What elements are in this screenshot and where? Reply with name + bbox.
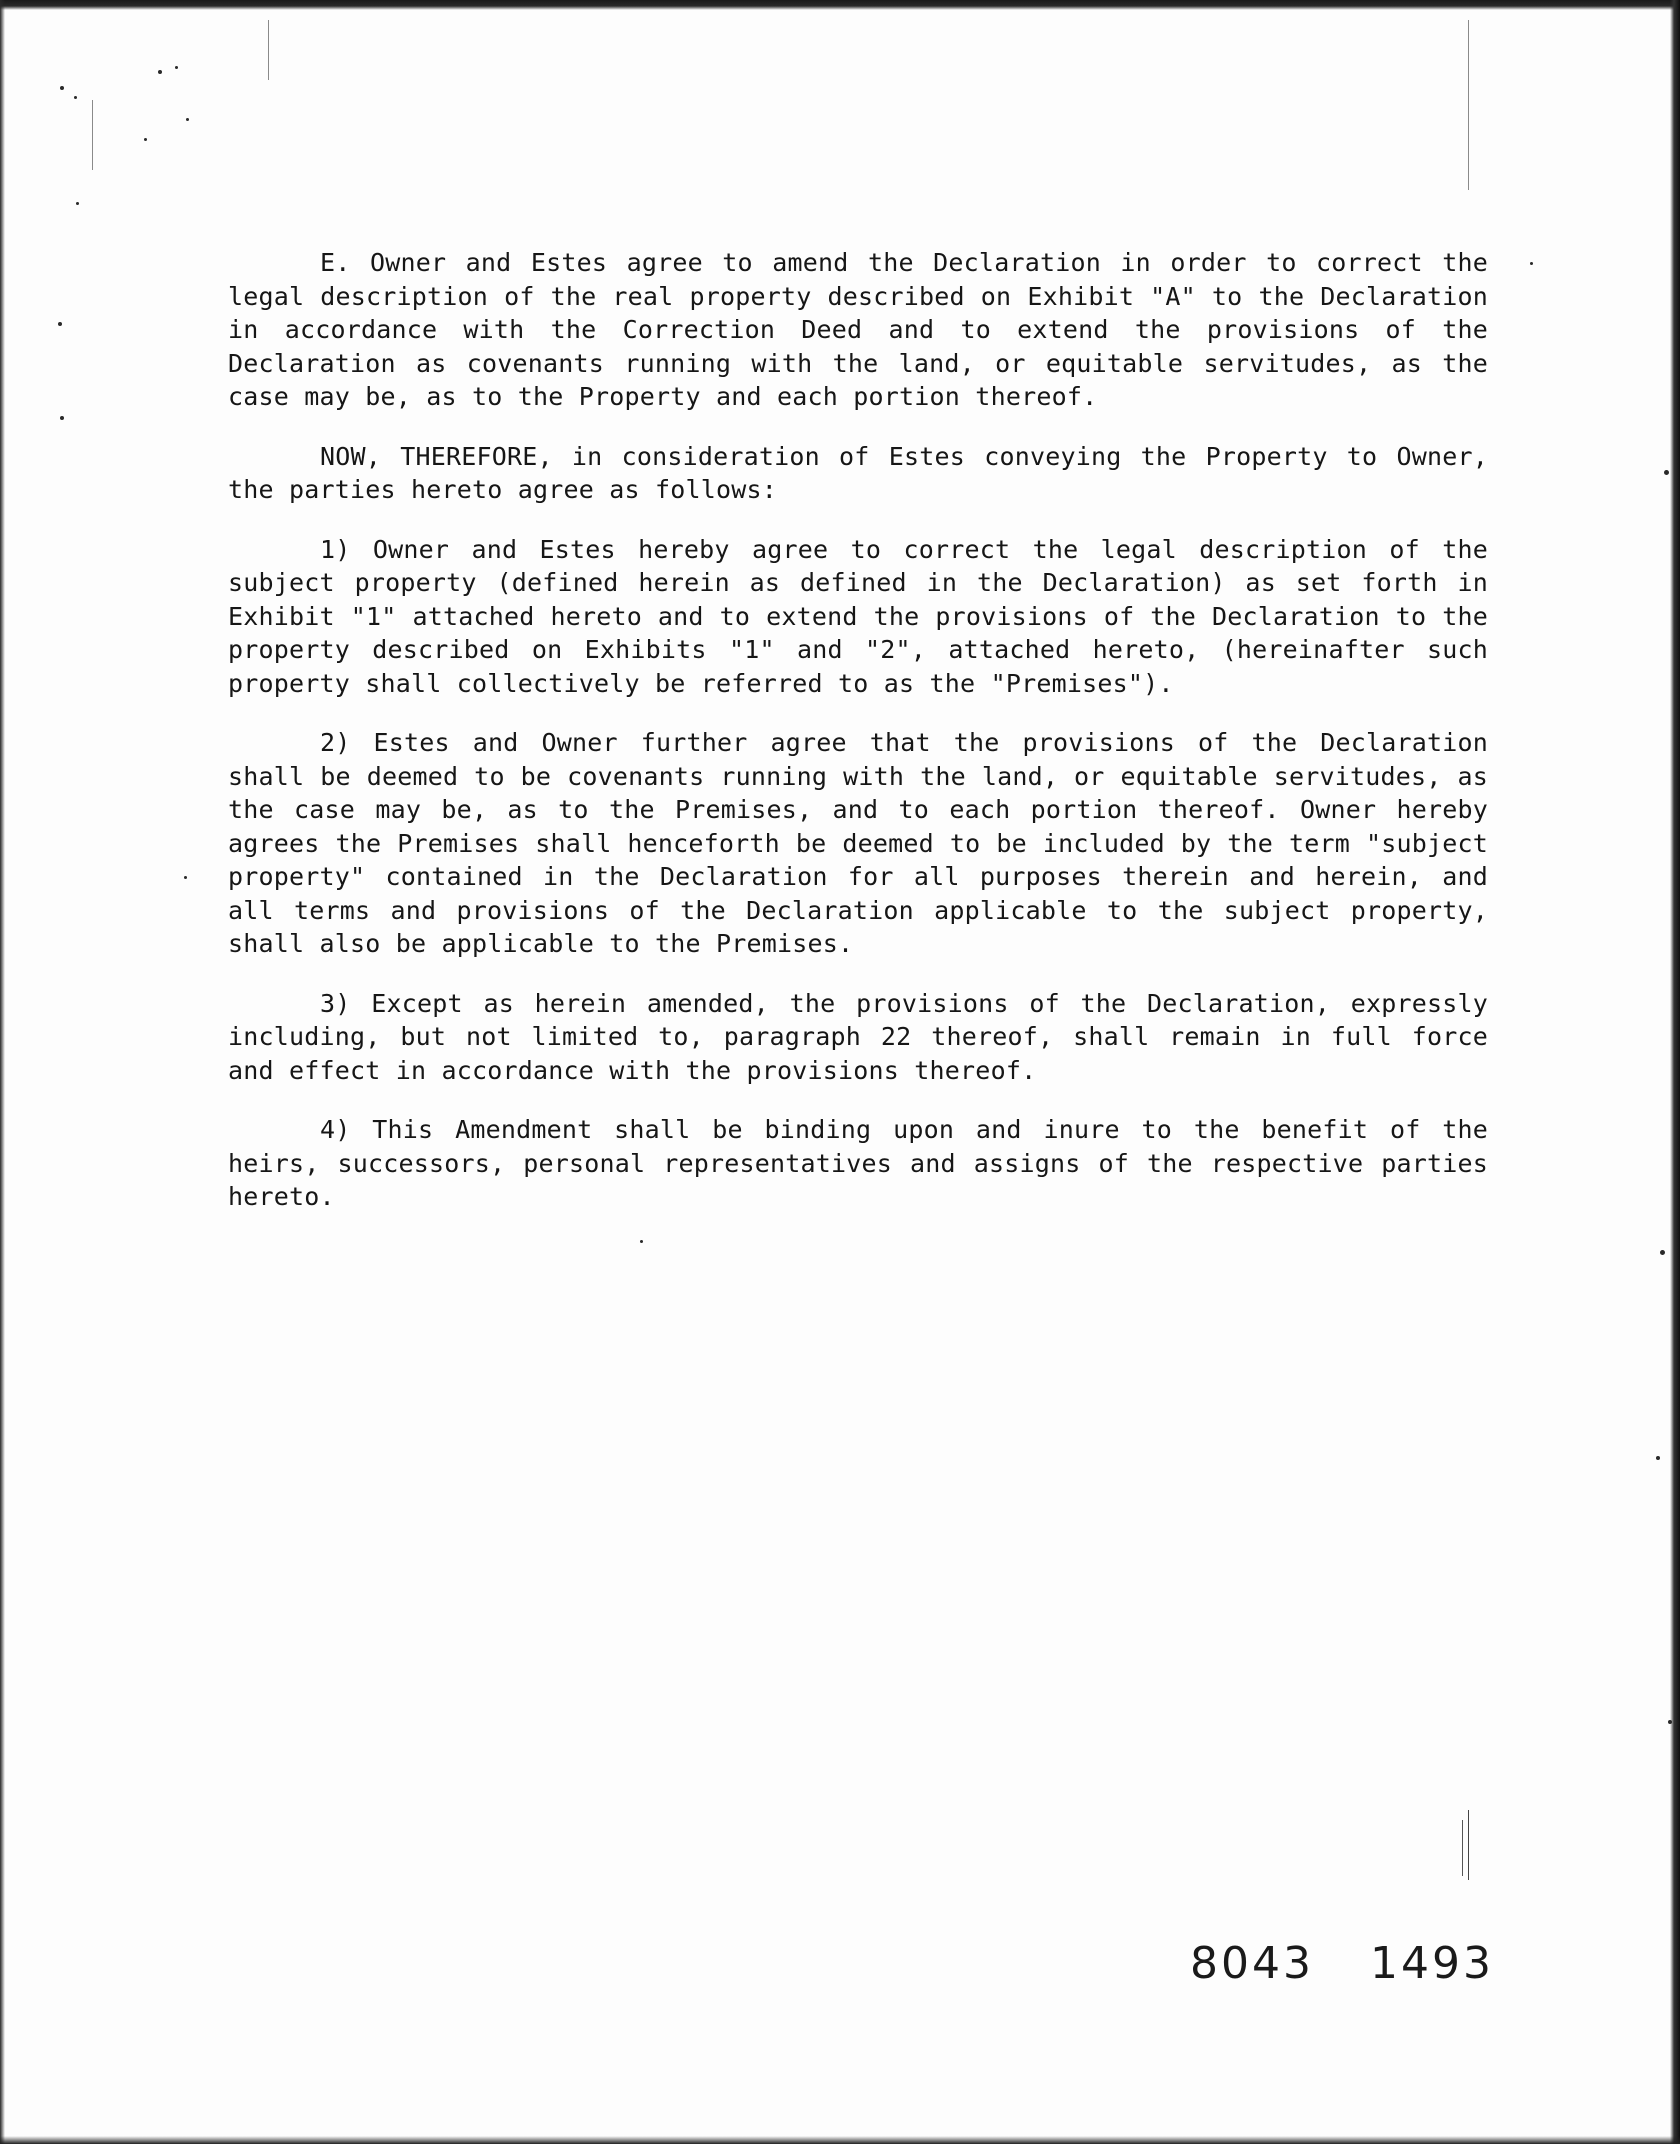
paragraph-clause-2: 2) Estes and Owner further agree that the provisions of the Declaration shall be deemed to be covenants running with the land, or equitable servitudes, as the case may be, as to the Premises, and to each portion thereof. Owner hereby agrees the Premises shall henceforth be deemed to be included by the term "subject property" contained in the Declaration for all purposes therein and herein, and all terms and provisions of the Declaration applicable to the subject property, shall also be applicable to the Premises. — [228, 728, 1488, 958]
scan-edge-top — [0, 0, 1680, 10]
paragraph-now-therefore: NOW, THEREFORE, in consideration of Estes conveying the Property to Owner, the parties hereto agree as follows: — [228, 441, 1488, 504]
scan-edge-right — [1670, 0, 1680, 2144]
paragraph-clause-3: 3) Except as herein amended, the provisions of the Declaration, expressly including, but not limited to, paragraph 22 thereof, shall remain in full force and effect in accordance with the provisions thereof. — [228, 988, 1488, 1085]
scan-speck — [60, 86, 64, 90]
scan-streak — [92, 100, 93, 170]
scan-speck — [1530, 262, 1533, 265]
scan-edge-left — [0, 0, 5, 2144]
scan-edge-bottom — [0, 2136, 1680, 2144]
scan-speck — [1664, 470, 1669, 475]
document-body — [228, 246, 1488, 1240]
scan-speck — [144, 138, 147, 141]
paragraph-recital-e: E. Owner and Estes agree to amend the Declaration in order to correct the legal description of the real property described on Exhibit "A" to the Declaration in accordance with the Correction Deed and to extend the provisions of the Declaration as covenants running with the land, or equitable servitudes, as the case may be, as to the Property and each portion thereof. — [228, 248, 1488, 411]
paragraph-clause-1: 1) Owner and Estes hereby agree to correct the legal description of the subject property (defined herein as defined in the Declaration) as set forth in Exhibit "1" attached hereto and to extend the provisions of the Declaration to the property described on Exhibits "1" and "2", attached hereto, (hereinafter such property shall collectively be referred to as the "Premises"). — [228, 534, 1488, 698]
scan-speck — [640, 1240, 643, 1243]
scan-speck — [74, 96, 77, 99]
scan-speck — [1656, 1456, 1660, 1460]
book-number: 8043 — [1190, 1938, 1314, 1989]
page-number: 1493 — [1369, 1938, 1494, 1989]
scan-streak — [1462, 1820, 1463, 1876]
scan-speck — [1668, 1720, 1672, 1724]
scan-speck — [186, 118, 189, 121]
scan-speck — [1660, 1250, 1665, 1255]
scan-speck — [58, 322, 62, 326]
scan-streak — [268, 20, 269, 80]
scan-speck — [76, 202, 79, 205]
scan-speck — [60, 416, 64, 420]
scan-speck — [184, 876, 187, 879]
scan-speck — [175, 66, 178, 69]
scan-streak — [1468, 1810, 1469, 1880]
scan-streak — [1468, 20, 1469, 190]
scan-speck — [158, 70, 162, 74]
book-page-stamp — [1190, 1938, 1494, 1989]
paragraph-clause-4: 4) This Amendment shall be binding upon and inure to the benefit of the heirs, successors, personal representatives and assigns of the respective parties hereto. — [228, 1115, 1488, 1211]
